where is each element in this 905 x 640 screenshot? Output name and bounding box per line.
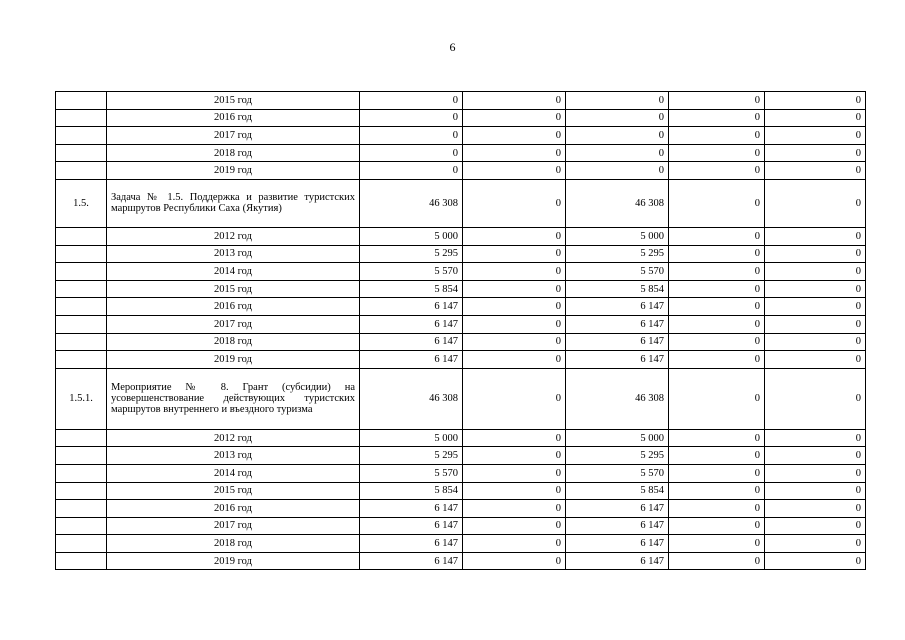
total-value-cell: 6 147 bbox=[360, 298, 463, 316]
republic-value-cell: 6 147 bbox=[566, 298, 669, 316]
other-value-cell: 0 bbox=[765, 517, 866, 535]
republic-value-cell: 5 854 bbox=[566, 482, 669, 500]
total-value-cell: 0 bbox=[360, 109, 463, 127]
local-value-cell: 0 bbox=[669, 482, 765, 500]
table-body bbox=[56, 92, 866, 570]
other-value-cell: 0 bbox=[765, 351, 866, 369]
row-number-cell bbox=[56, 429, 107, 447]
other-value-cell: 0 bbox=[765, 179, 866, 227]
item-name-cell: 2013 год bbox=[107, 447, 360, 465]
item-name-cell: Задача № 1.5. Поддержка и развитие туристских маршрутов Республики Саха (Якутия) bbox=[107, 179, 360, 227]
table-row bbox=[56, 109, 866, 127]
table-row bbox=[56, 535, 866, 553]
federal-value-cell: 0 bbox=[463, 298, 566, 316]
republic-value-cell: 6 147 bbox=[566, 517, 669, 535]
other-value-cell: 0 bbox=[765, 162, 866, 180]
other-value-cell: 0 bbox=[765, 368, 866, 429]
federal-value-cell: 0 bbox=[463, 333, 566, 351]
item-name-cell: 2017 год bbox=[107, 517, 360, 535]
local-value-cell: 0 bbox=[669, 227, 765, 245]
table-row bbox=[56, 127, 866, 145]
table-row bbox=[56, 368, 866, 429]
republic-value-cell: 5 000 bbox=[566, 227, 669, 245]
table-row bbox=[56, 333, 866, 351]
item-name-cell: 2015 год bbox=[107, 482, 360, 500]
federal-value-cell: 0 bbox=[463, 351, 566, 369]
item-name-cell: 2014 год bbox=[107, 263, 360, 281]
item-name-cell: 2019 год bbox=[107, 552, 360, 570]
other-value-cell: 0 bbox=[765, 127, 866, 145]
row-number-cell bbox=[56, 227, 107, 245]
row-number-cell bbox=[56, 144, 107, 162]
republic-value-cell: 5 295 bbox=[566, 245, 669, 263]
local-value-cell: 0 bbox=[669, 263, 765, 281]
table-row bbox=[56, 482, 866, 500]
item-name-cell: 2015 год bbox=[107, 92, 360, 110]
other-value-cell: 0 bbox=[765, 482, 866, 500]
other-value-cell: 0 bbox=[765, 500, 866, 518]
federal-value-cell: 0 bbox=[463, 368, 566, 429]
item-name-cell: 2012 год bbox=[107, 429, 360, 447]
row-number-cell bbox=[56, 245, 107, 263]
republic-value-cell: 6 147 bbox=[566, 351, 669, 369]
local-value-cell: 0 bbox=[669, 162, 765, 180]
local-value-cell: 0 bbox=[669, 280, 765, 298]
local-value-cell: 0 bbox=[669, 429, 765, 447]
row-number-cell bbox=[56, 535, 107, 553]
total-value-cell: 0 bbox=[360, 144, 463, 162]
total-value-cell: 6 147 bbox=[360, 552, 463, 570]
table-row bbox=[56, 162, 866, 180]
local-value-cell: 0 bbox=[669, 127, 765, 145]
other-value-cell: 0 bbox=[765, 109, 866, 127]
federal-value-cell: 0 bbox=[463, 144, 566, 162]
republic-value-cell: 5 295 bbox=[566, 447, 669, 465]
total-value-cell: 5 570 bbox=[360, 263, 463, 281]
federal-value-cell: 0 bbox=[463, 447, 566, 465]
table-row bbox=[56, 500, 866, 518]
item-name-cell: 2012 год bbox=[107, 227, 360, 245]
local-value-cell: 0 bbox=[669, 179, 765, 227]
other-value-cell: 0 bbox=[765, 535, 866, 553]
item-name-cell: Мероприятие № 8. Грант (субсидии) на усовершенствование действующих туристских маршрутов внутреннего и въездного туризма bbox=[107, 368, 360, 429]
other-value-cell: 0 bbox=[765, 280, 866, 298]
table-row bbox=[56, 227, 866, 245]
row-number-cell bbox=[56, 280, 107, 298]
republic-value-cell: 5 570 bbox=[566, 263, 669, 281]
republic-value-cell: 6 147 bbox=[566, 535, 669, 553]
local-value-cell: 0 bbox=[669, 245, 765, 263]
republic-value-cell: 0 bbox=[566, 127, 669, 145]
row-number-cell bbox=[56, 315, 107, 333]
total-value-cell: 46 308 bbox=[360, 179, 463, 227]
item-name-cell: 2018 год bbox=[107, 144, 360, 162]
federal-value-cell: 0 bbox=[463, 482, 566, 500]
item-name-cell: 2013 год bbox=[107, 245, 360, 263]
row-number-cell bbox=[56, 500, 107, 518]
local-value-cell: 0 bbox=[669, 333, 765, 351]
item-name-cell: 2018 год bbox=[107, 333, 360, 351]
local-value-cell: 0 bbox=[669, 92, 765, 110]
item-name-cell: 2019 год bbox=[107, 162, 360, 180]
table-row bbox=[56, 552, 866, 570]
budget-table bbox=[55, 91, 866, 570]
total-value-cell: 6 147 bbox=[360, 535, 463, 553]
local-value-cell: 0 bbox=[669, 517, 765, 535]
item-name-cell: 2019 год bbox=[107, 351, 360, 369]
row-number-cell bbox=[56, 109, 107, 127]
federal-value-cell: 0 bbox=[463, 464, 566, 482]
table-row bbox=[56, 144, 866, 162]
item-name-cell: 2016 год bbox=[107, 500, 360, 518]
federal-value-cell: 0 bbox=[463, 280, 566, 298]
other-value-cell: 0 bbox=[765, 552, 866, 570]
republic-value-cell: 6 147 bbox=[566, 552, 669, 570]
table-row bbox=[56, 245, 866, 263]
federal-value-cell: 0 bbox=[463, 315, 566, 333]
total-value-cell: 0 bbox=[360, 92, 463, 110]
republic-value-cell: 0 bbox=[566, 109, 669, 127]
total-value-cell: 5 295 bbox=[360, 447, 463, 465]
other-value-cell: 0 bbox=[765, 92, 866, 110]
federal-value-cell: 0 bbox=[463, 109, 566, 127]
row-number-cell bbox=[56, 298, 107, 316]
table-row bbox=[56, 464, 866, 482]
federal-value-cell: 0 bbox=[463, 162, 566, 180]
table-row bbox=[56, 263, 866, 281]
item-name-cell: 2014 год bbox=[107, 464, 360, 482]
table-row bbox=[56, 351, 866, 369]
row-number-cell bbox=[56, 162, 107, 180]
row-number-cell bbox=[56, 482, 107, 500]
table-row bbox=[56, 280, 866, 298]
other-value-cell: 0 bbox=[765, 263, 866, 281]
table-row bbox=[56, 179, 866, 227]
item-name-cell: 2017 год bbox=[107, 315, 360, 333]
other-value-cell: 0 bbox=[765, 315, 866, 333]
republic-value-cell: 6 147 bbox=[566, 333, 669, 351]
total-value-cell: 6 147 bbox=[360, 517, 463, 535]
federal-value-cell: 0 bbox=[463, 179, 566, 227]
local-value-cell: 0 bbox=[669, 535, 765, 553]
row-number-cell bbox=[56, 127, 107, 145]
total-value-cell: 6 147 bbox=[360, 351, 463, 369]
federal-value-cell: 0 bbox=[463, 245, 566, 263]
local-value-cell: 0 bbox=[669, 144, 765, 162]
local-value-cell: 0 bbox=[669, 109, 765, 127]
row-number-cell bbox=[56, 464, 107, 482]
total-value-cell: 6 147 bbox=[360, 500, 463, 518]
local-value-cell: 0 bbox=[669, 351, 765, 369]
total-value-cell: 0 bbox=[360, 162, 463, 180]
other-value-cell: 0 bbox=[765, 333, 866, 351]
republic-value-cell: 5 570 bbox=[566, 464, 669, 482]
total-value-cell: 5 854 bbox=[360, 280, 463, 298]
row-number-cell: 1.5.1. bbox=[56, 368, 107, 429]
table-row bbox=[56, 429, 866, 447]
republic-value-cell: 0 bbox=[566, 144, 669, 162]
local-value-cell: 0 bbox=[669, 464, 765, 482]
local-value-cell: 0 bbox=[669, 368, 765, 429]
row-number-cell bbox=[56, 263, 107, 281]
federal-value-cell: 0 bbox=[463, 127, 566, 145]
table-row bbox=[56, 517, 866, 535]
row-number-cell bbox=[56, 552, 107, 570]
federal-value-cell: 0 bbox=[463, 227, 566, 245]
total-value-cell: 5 000 bbox=[360, 429, 463, 447]
other-value-cell: 0 bbox=[765, 447, 866, 465]
row-number-cell bbox=[56, 517, 107, 535]
table-row bbox=[56, 315, 866, 333]
total-value-cell: 5 570 bbox=[360, 464, 463, 482]
federal-value-cell: 0 bbox=[463, 517, 566, 535]
federal-value-cell: 0 bbox=[463, 263, 566, 281]
other-value-cell: 0 bbox=[765, 429, 866, 447]
item-name-cell: 2017 год bbox=[107, 127, 360, 145]
other-value-cell: 0 bbox=[765, 245, 866, 263]
local-value-cell: 0 bbox=[669, 315, 765, 333]
item-name-cell: 2018 год bbox=[107, 535, 360, 553]
local-value-cell: 0 bbox=[669, 298, 765, 316]
table-row bbox=[56, 92, 866, 110]
other-value-cell: 0 bbox=[765, 144, 866, 162]
republic-value-cell: 6 147 bbox=[566, 315, 669, 333]
local-value-cell: 0 bbox=[669, 552, 765, 570]
republic-value-cell: 5 000 bbox=[566, 429, 669, 447]
row-number-cell bbox=[56, 92, 107, 110]
table-row bbox=[56, 447, 866, 465]
republic-value-cell: 0 bbox=[566, 92, 669, 110]
total-value-cell: 5 295 bbox=[360, 245, 463, 263]
other-value-cell: 0 bbox=[765, 298, 866, 316]
local-value-cell: 0 bbox=[669, 500, 765, 518]
republic-value-cell: 0 bbox=[566, 162, 669, 180]
local-value-cell: 0 bbox=[669, 447, 765, 465]
total-value-cell: 6 147 bbox=[360, 315, 463, 333]
row-number-cell bbox=[56, 447, 107, 465]
other-value-cell: 0 bbox=[765, 227, 866, 245]
total-value-cell: 6 147 bbox=[360, 333, 463, 351]
item-name-cell: 2016 год bbox=[107, 109, 360, 127]
federal-value-cell: 0 bbox=[463, 429, 566, 447]
page-number: 6 bbox=[449, 40, 456, 54]
federal-value-cell: 0 bbox=[463, 552, 566, 570]
federal-value-cell: 0 bbox=[463, 535, 566, 553]
total-value-cell: 46 308 bbox=[360, 368, 463, 429]
republic-value-cell: 46 308 bbox=[566, 179, 669, 227]
federal-value-cell: 0 bbox=[463, 92, 566, 110]
federal-value-cell: 0 bbox=[463, 500, 566, 518]
row-number-cell: 1.5. bbox=[56, 179, 107, 227]
total-value-cell: 5 854 bbox=[360, 482, 463, 500]
table-row bbox=[56, 298, 866, 316]
total-value-cell: 0 bbox=[360, 127, 463, 145]
republic-value-cell: 6 147 bbox=[566, 500, 669, 518]
republic-value-cell: 5 854 bbox=[566, 280, 669, 298]
row-number-cell bbox=[56, 333, 107, 351]
item-name-cell: 2016 год bbox=[107, 298, 360, 316]
other-value-cell: 0 bbox=[765, 464, 866, 482]
republic-value-cell: 46 308 bbox=[566, 368, 669, 429]
total-value-cell: 5 000 bbox=[360, 227, 463, 245]
row-number-cell bbox=[56, 351, 107, 369]
item-name-cell: 2015 год bbox=[107, 280, 360, 298]
